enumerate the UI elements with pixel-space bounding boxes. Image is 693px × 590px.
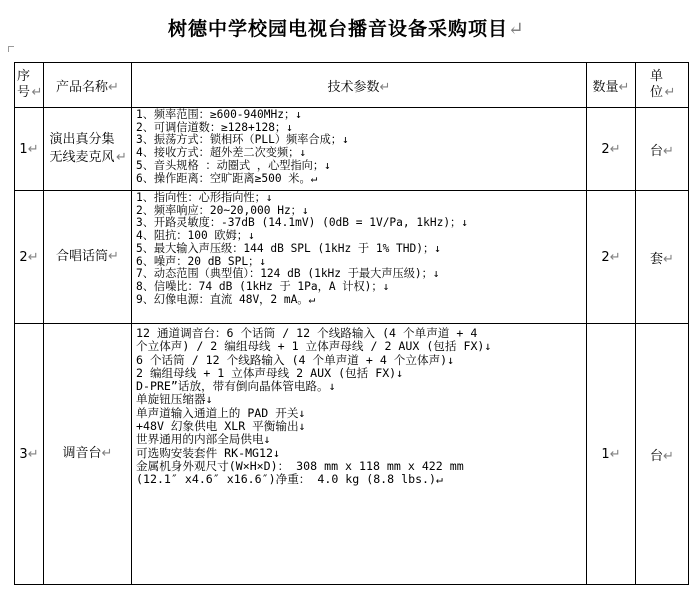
param-line: 单旋钮压缩器↓ [136,392,213,407]
param-line: 世界通用的内部全局供电↓ [136,432,271,447]
row-qty [587,191,636,324]
row-index-text: 3 [19,446,28,462]
param-line: +48V 幻象供电 XLR 平衡输出↓ [136,419,306,434]
param-line: 4、接收方式：超外差二次变频；↓ [136,146,307,160]
param-line: 可选购安装套件 RK-MG12↓ [136,445,280,460]
row-product-name [44,191,132,324]
param-line: 3、开路灵敏度：-37dB (14.1mV) (0dB = 1V/Pa, 1kHz)；↓ [136,216,468,230]
param-line: 9、幻像电源：直流 48V，2 mA。↵ [136,292,316,306]
param-line: 5、最大输入声压级：144 dB SPL (1kHz 于 1% THD)；↓ [136,241,441,255]
paragraph-mark-icon: ↵ [618,79,630,95]
paragraph-mark-icon: ↵ [27,446,39,462]
param-line: 个立体声) / 2 编组母线 + 1 立体声母线 / 2 AUX (包括 FX)↓ [136,339,492,354]
row-qty [587,108,636,191]
header-name-text: 产品名称 [56,79,109,95]
header-params [132,63,587,108]
paragraph-mark-icon: ↵ [663,251,674,267]
paragraph-mark-icon: ↵ [108,249,119,264]
row-index [15,324,44,585]
paragraph-mark-icon: ↵ [27,249,39,265]
param-line: (12.1″ x4.6″ x16.6″)净重： 4.0 kg (8.8 lbs.)↵ [136,472,444,487]
paragraph-mark-icon: ↵ [664,85,676,100]
header-qty-text: 数量 [592,79,619,95]
paragraph-mark-icon: ↵ [508,18,525,40]
paragraph-mark-icon: ↵ [101,446,113,461]
param-line: 单声道输入通道上的 PAD 开关↓ [136,405,306,420]
text-area-corner-mark [8,46,14,52]
paragraph-mark-icon: ↵ [663,143,674,159]
row-params [132,191,587,324]
paragraph-mark-icon: ↵ [663,448,674,464]
row-unit [636,191,689,324]
header-index-text: 序号 [17,69,31,100]
paragraph-mark-icon: ↵ [609,446,621,462]
paragraph-mark-icon: ↵ [609,141,621,157]
row-unit-text: 台 [650,143,664,159]
param-line: 5、音头规格 ：动圈式 ，心型指向；↓ [136,158,331,172]
row-unit [636,108,689,191]
row-index-text: 2 [19,249,28,265]
header-index [15,63,44,108]
row-params [132,108,587,191]
param-line: 6、噪声：20 dB SPL；↓ [136,254,267,268]
paragraph-mark-icon: ↵ [379,79,391,95]
product-name-text: 合唱话筒 [56,249,109,264]
product-name-text: 调音台 [62,446,102,461]
row-product-name [44,324,132,585]
row-unit-text: 套 [650,251,664,267]
header-unit-text: 单位 [650,69,664,100]
row-qty-text: 2 [601,141,610,157]
param-line: 1、指向性：心形指向性；↓ [136,191,273,204]
param-line: 2 编组母线 + 1 立体声母线 2 AUX (包括 FX)↓ [136,365,404,380]
param-line: 12 通道调音台：6 个话筒 / 12 个线路输入 (4 个单声道 + 4 [136,326,478,340]
row-qty-text: 2 [601,249,610,265]
product-name-text: 演出真分集无线麦克风 [49,132,115,165]
row-index [15,191,44,324]
table-row [15,324,689,585]
param-line: 7、动态范围（典型值）：124 dB (1kHz 于最大声压级)；↓ [136,267,440,281]
procurement-table [14,62,689,585]
row-product-name [44,108,132,191]
param-line: D-PRE”话放，带有倒向晶体管电路。↓ [136,379,336,394]
paragraph-mark-icon: ↵ [116,150,127,165]
param-line: 2、可调信道数：≥128+128；↓ [136,120,293,134]
header-params-text: 技术参数 [327,79,380,95]
param-line: 6、操作距离：空旷距离≥500 米。↵ [136,171,318,185]
row-qty-text: 1 [601,446,610,462]
param-line: 2、频率响应：20~20,000 Hz；↓ [136,203,309,217]
table-header-row [15,63,689,108]
document-title [0,14,693,41]
row-index-text: 1 [19,141,28,157]
table-row [15,191,689,324]
paragraph-mark-icon: ↵ [31,85,43,100]
paragraph-mark-icon: ↵ [27,141,39,157]
param-line: 1、频率范围：≥600-940MHz；↓ [136,108,302,121]
paragraph-mark-icon: ↵ [108,79,119,95]
row-index [15,108,44,191]
header-unit [636,63,689,108]
param-line: 金属机身外观尺寸(W×H×D)： 308 mm x 118 mm x 422 mm [136,458,464,473]
row-qty [587,324,636,585]
row-params [132,324,587,585]
row-unit [636,324,689,585]
row-unit-text: 台 [650,448,664,464]
header-qty [587,63,636,108]
param-line: 6 个话筒 / 12 个线路输入 (4 个单声道 + 4 个立体声)↓ [136,352,455,367]
param-line: 8、信噪比：74 dB (1kHz 于 1Pa，A 计权)；↓ [136,279,390,293]
header-name [44,63,132,108]
table-row [15,108,689,191]
document-title-text: 树德中学校园电视台播音设备采购项目 [168,18,509,40]
param-line: 4、阻抗：100 欧姆；↓ [136,229,255,243]
paragraph-mark-icon: ↵ [609,249,621,265]
param-line: 3、振荡方式：锁相环（PLL）频率合成；↓ [136,133,349,147]
